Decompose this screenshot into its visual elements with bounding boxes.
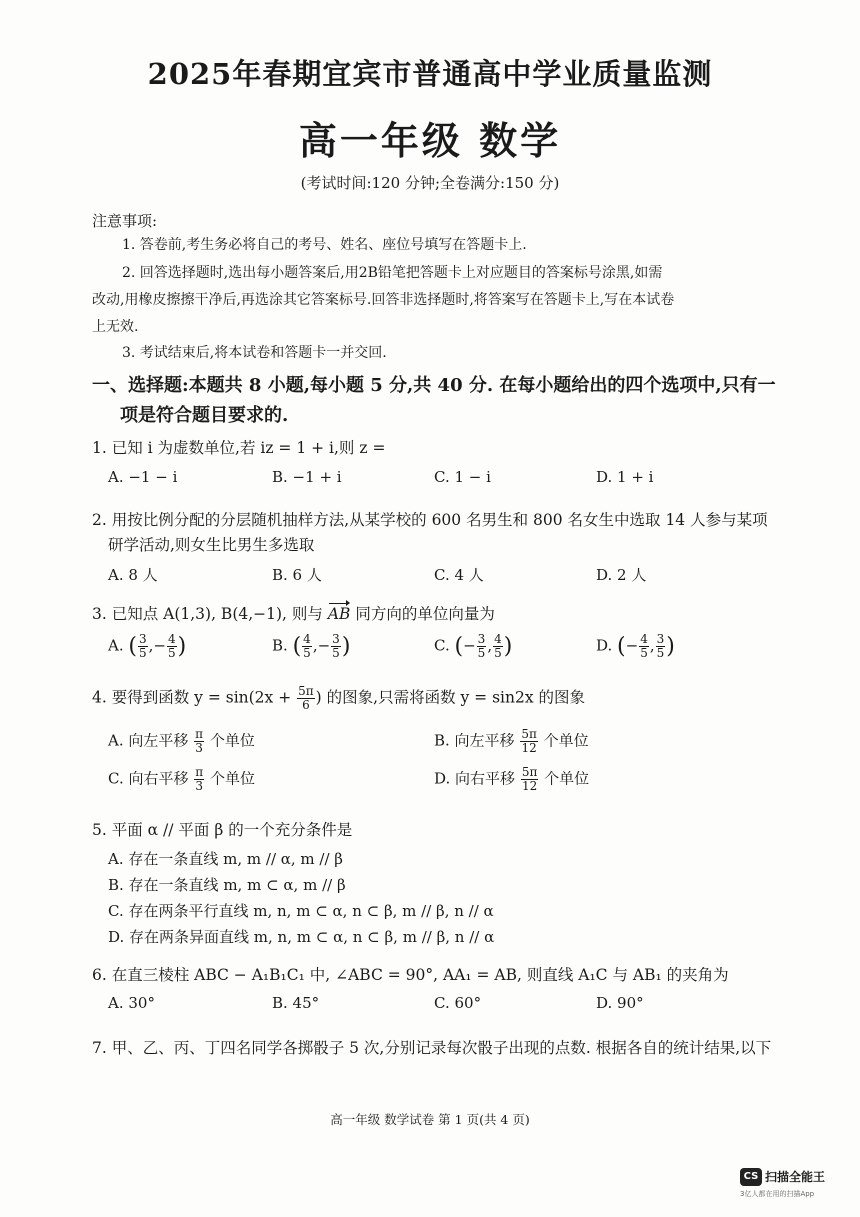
note-item: 改动,用橡皮擦擦干净后,再选涂其它答案标号.回答非选择题时,将答案写在答题卡上,写在本试卷 (92, 292, 675, 308)
q5-option-a: A. 存在一条直线 m, m // α, m // β (108, 850, 343, 868)
q4-option-b: B. 向左平移 $\frac{5\pi}{12}$ 个单位 (434, 727, 589, 755)
q3-option-b: B. ( $\frac{4}{5}$ ,− $\frac{3}{5}$ ) (272, 632, 351, 660)
question-2-stem-cont: 研学活动,则女生比男生多选取 (108, 536, 315, 554)
q5-option-d: D. 存在两条异面直线 m, n, m ⊂ α, n ⊂ β, m // β, n // α (108, 928, 495, 946)
q4-option-d: D. 向右平移 $\frac{5\pi}{12}$ 个单位 (434, 765, 590, 793)
question-3-stem (92, 602, 495, 624)
q3-stem-part-b: 同方向的单位向量为 (350, 605, 495, 623)
q1-option-d: D. 1 + i (596, 468, 654, 486)
note-item: 1. 答卷前,考生务必将自己的考号、姓名、座位号填写在答题卡上. (122, 237, 527, 253)
question-5-stem: 5. 平面 α // 平面 β 的一个充分条件是 (92, 821, 353, 839)
q2-option-d: D. 2 人 (596, 566, 647, 584)
q6-option-a: A. 30° (108, 994, 155, 1012)
vector-ab: AB (327, 605, 351, 623)
q5-option-b: B. 存在一条直线 m, m ⊂ α, m // β (108, 876, 346, 894)
scanner-name: 扫描全能王 (765, 1170, 826, 1184)
note-item: 上无效. (92, 319, 139, 335)
q3-option-a: A. ( $\frac{3}{5}$ ,− $\frac{4}{5}$ ) (108, 632, 187, 660)
q1-option-a: A. −1 − i (108, 468, 178, 486)
question-7-stem: 7. 甲、乙、丙、丁四名同学各掷骰子 5 次,分别记录每次骰子出现的点数. 根据各自的统计结果,以下 (92, 1039, 772, 1057)
section-heading (92, 371, 812, 431)
notes-heading: 注意事项: (92, 212, 158, 230)
q2-option-c: C. 4 人 (434, 566, 484, 584)
q1-option-b: B. −1 + i (272, 468, 342, 486)
q6-option-c: C. 60° (434, 994, 482, 1012)
q6-option-d: D. 90° (596, 994, 644, 1012)
note-item: 2. 回答选择题时,选出每小题答案后,用2B铅笔把答题卡上对应题目的答案标号涂黑,如需 (122, 265, 663, 281)
scanner-tagline: 3亿人都在用的扫描App (740, 1189, 815, 1198)
scanner-watermark (740, 1166, 850, 1199)
exam-title: 2025年春期宜宾市普通高中学业质量监测 (147, 57, 713, 91)
q2-option-b: B. 6 人 (272, 566, 322, 584)
question-4-stem: 4. 要得到函数 y = sin(2x + $\frac{5\pi}{6}$ ) 的图象,只需将函数 y = sin2x 的图象 (92, 684, 586, 712)
q2-option-a: A. 8 人 (108, 566, 158, 584)
scanner-logo-icon: CS (740, 1168, 762, 1186)
question-1-stem: 1. 已知 i 为虚数单位,若 iz = 1 + i,则 z = (92, 439, 386, 457)
exam-subject: 高一年级 数学 (298, 118, 562, 163)
note-item: 3. 考试结束后,将本试卷和答题卡一并交回. (122, 345, 387, 361)
section-line-2: 项是符合题目要求的. (120, 405, 289, 426)
q4-option-a: A. 向左平移 $\frac{\pi}{3}$ 个单位 (108, 727, 255, 755)
page-footer: 高一年级 数学试卷 第 1 页(共 4 页) (330, 1112, 530, 1127)
exam-info: (考试时间:120 分钟;全卷满分:150 分) (300, 174, 560, 192)
question-6-stem: 6. 在直三棱柱 ABC − A₁B₁C₁ 中, ∠ABC = 90°, AA₁ = AB, 则直线 A₁C 与 AB₁ 的夹角为 (92, 966, 729, 984)
q5-option-c: C. 存在两条平行直线 m, n, m ⊂ α, n ⊂ β, m // β, n // α (108, 902, 494, 920)
q3-option-c: C. (− $\frac{3}{5}$ , $\frac{4}{5}$ ) (434, 632, 513, 660)
q3-option-d: D. (− $\frac{4}{5}$ , $\frac{3}{5}$ ) (596, 632, 675, 660)
q6-option-b: B. 45° (272, 994, 320, 1012)
q4-option-c: C. 向右平移 $\frac{\pi}{3}$ 个单位 (108, 765, 255, 793)
q1-option-c: C. 1 − i (434, 468, 491, 486)
question-2-stem: 2. 用按比例分配的分层随机抽样方法,从某学校的 600 名男生和 800 名女生中选取 14 人参与某项 (92, 511, 768, 529)
section-line-1: 一、选择题:本题共 8 小题,每小题 5 分,共 40 分. 在每小题给出的四个选项中,只有一 (92, 375, 776, 396)
q3-stem-part-a: 3. 已知点 A(1,3), B(4,−1), 则与 (92, 605, 328, 623)
